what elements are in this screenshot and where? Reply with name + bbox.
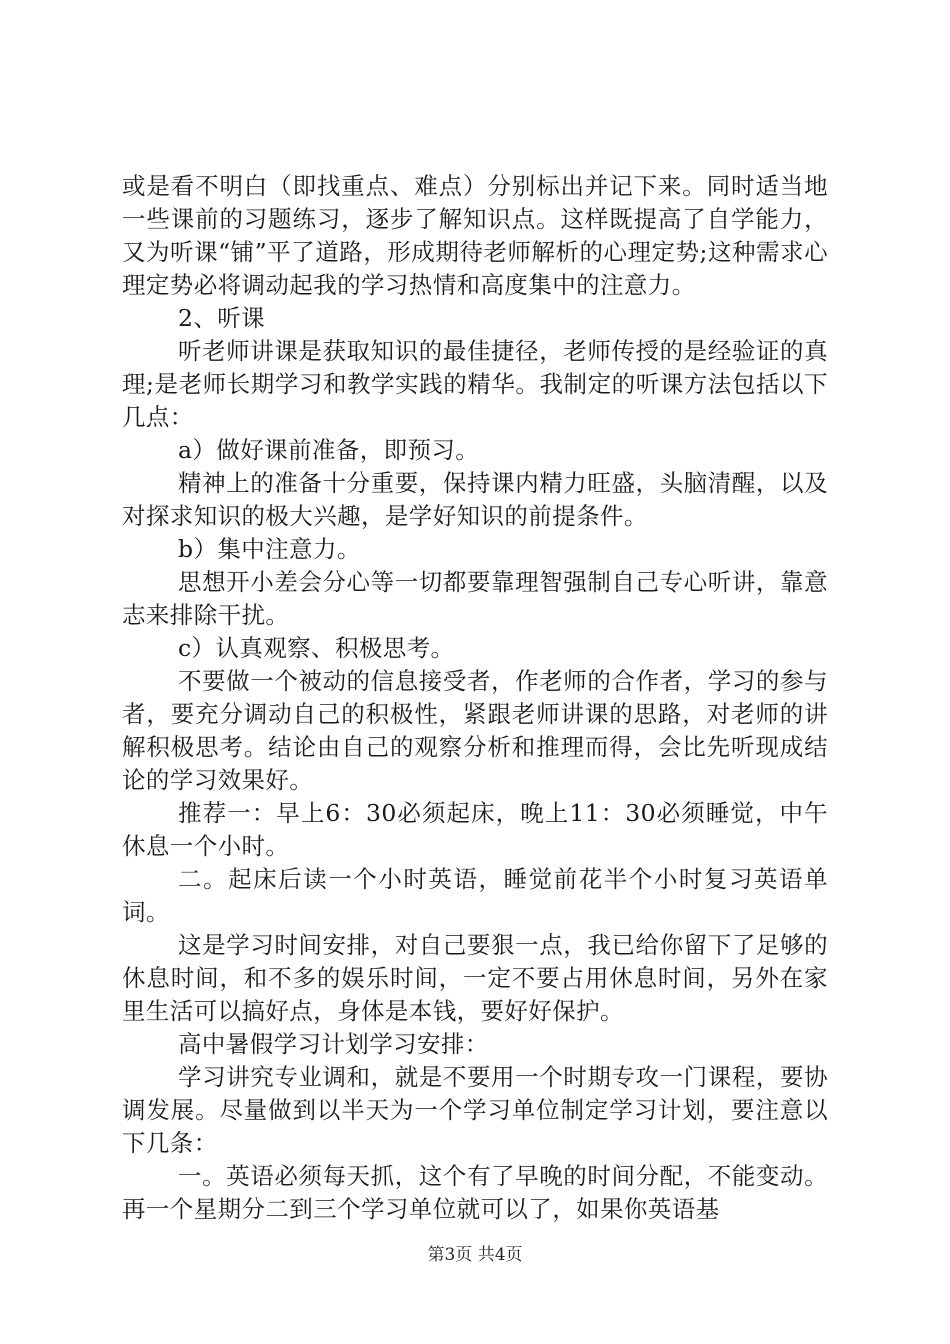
list-item-c: c）认真观察、积极思考。: [178, 634, 455, 662]
paragraph: 这是学习时间安排，对自己要狠一点，我已给你留下了足够的休息时间，和不多的娱乐时间，一定不要占用休息时间，另外在家里生活可以搞好点，身体是本钱，要好好保护。: [122, 931, 828, 1025]
list-item-a: a）做好课前准备，即预习。: [178, 436, 480, 464]
paragraph: 一。英语必须每天抓，这个有了早晚的时间分配，不能变动。再一个星期分二到三个学习单位就可以了，如果你英语基: [122, 1162, 828, 1223]
paragraph: 听老师讲课是获取知识的最佳捷径，老师传授的是经验证的真理;是老师长期学习和教学实践的精华。我制定的听课方法包括以下几点：: [122, 337, 828, 431]
paragraph: 不要做一个被动的信息接受者，作老师的合作者，学习的参与者，要充分调动自己的积极性，紧跟老师讲课的思路，对老师的讲解积极思考。结论由自己的观察分析和推理而得，会比先听现成结论的学习效果好。: [122, 667, 828, 794]
paragraph: 思想开小差会分心等一切都要靠理智强制自己专心听讲，靠意志来排除干扰。: [122, 568, 828, 629]
paragraph: 学习讲究专业调和，就是不要用一个时期专攻一门课程，要协调发展。尽量做到以半天为一个学习单位制定学习计划，要注意以下几条：: [122, 1063, 828, 1157]
paragraph: 精神上的准备十分重要，保持课内精力旺盛，头脑清醒，以及对探求知识的极大兴趣，是学好知识的前提条件。: [122, 469, 828, 530]
document-body: [122, 170, 828, 1226]
section-heading-listening: 2、听课: [178, 304, 266, 332]
list-item-b: b）集中注意力。: [178, 535, 361, 563]
paragraph: 二。起床后读一个小时英语，睡觉前花半个小时复习英语单词。: [122, 865, 828, 926]
section-heading-summer-plan: 高中暑假学习计划学习安排：: [178, 1030, 489, 1058]
paragraph: 或是看不明白（即找重点、难点）分别标出并记下来。同时适当地一些课前的习题练习，逐步了解知识点。这样既提高了自学能力，又为听课“铺”平了道路，形成期待老师解析的心理定势;这种需求心理定势必将调动起我的学习热情和高度集中的注意力。: [122, 172, 828, 299]
page-number-footer: 第3页 共4页: [427, 1245, 523, 1265]
paragraph: 推荐一：早上6：30必须起床，晚上11：30必须睡觉，中午休息一个小时。: [122, 799, 828, 860]
